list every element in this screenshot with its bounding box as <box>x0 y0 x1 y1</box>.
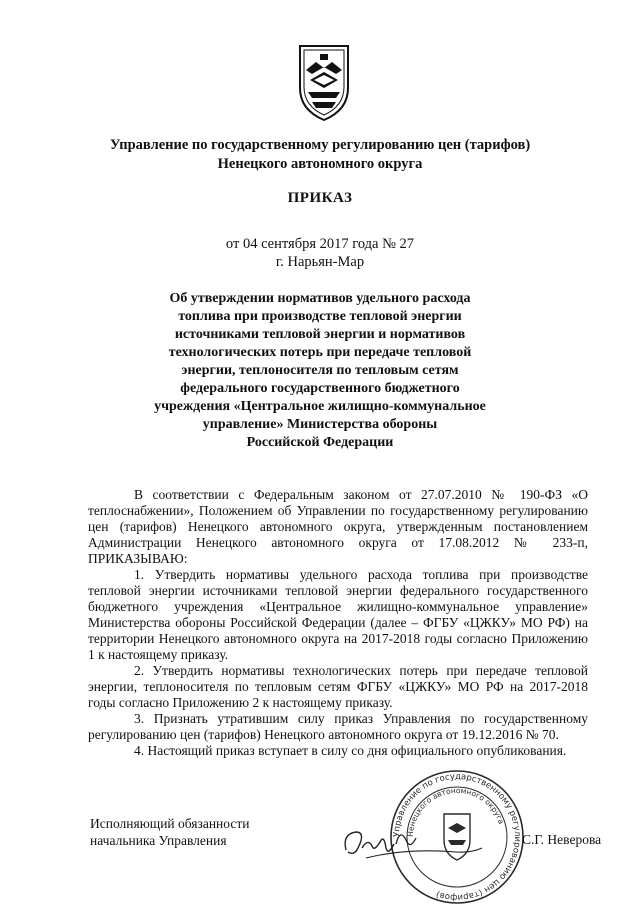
position-line-1: Исполняющий обязанности <box>90 816 250 831</box>
subject-line: технологических потерь при передаче тепловой <box>168 345 472 360</box>
preamble-paragraph: В соответствии с Федеральным законом от 27.07.2010 № 190-ФЗ «О теплоснабжении», Положением об Управлении по государственному регулированию цен (тарифов) Ненецкого автономного округа, утвержденным постановлением Администрации Ненецкого автономного округа от 17.08.2012 № 233-п, ПРИКАЗЫВАЮ: <box>88 487 588 566</box>
subject-line: федерального государственного бюджетного <box>180 381 460 396</box>
authority-line-2: Ненецкого автономного округа <box>217 156 423 172</box>
subject-line: Об утверждении нормативов удельного расхода <box>169 291 471 306</box>
coat-of-arms-icon <box>292 40 356 124</box>
subject-line: учреждения «Центральное жилищно-коммунальное <box>154 399 486 414</box>
position-line-2: начальника Управления <box>90 833 227 848</box>
order-item-2: 2. Утвердить нормативы технологических потерь при передаче тепловой энергии, теплоносителя по тепловым сетям ФГБУ «ЦЖКУ» МО РФ на 2017-2018 годы согласно Приложению 2 к настоящему приказу. <box>88 663 588 710</box>
order-item-3: 3. Признать утратившим силу приказ Управления по государственному регулированию цен (тарифов) Ненецкого автономного округа от 19.12.2016 № 70. <box>88 711 588 742</box>
subject-line: источниками тепловой энергии и нормативов <box>174 327 466 342</box>
order-body <box>88 487 588 759</box>
signatory-name: С.Г. Неверова <box>522 832 602 847</box>
subject-line: топлива при производстве тепловой энергии <box>178 309 462 324</box>
issuing-authority <box>0 136 640 174</box>
document-type: ПРИКАЗ <box>287 190 353 206</box>
subject-line: энергии, теплоносителя по тепловым сетям <box>181 363 459 378</box>
authority-line-1: Управление по государственному регулированию цен (тарифов) <box>109 137 531 153</box>
order-item-1: 1. Утвердить нормативы удельного расхода топлива при производстве тепловой энергии источниками тепловой энергии федерального государственного бюджетного учреждения «Центральное жилищно-коммунальное управление» Министерства обороны Российской Федерации (далее – ФГБУ «ЦЖКУ» МО РФ) на территории Ненецкого автономного округа на 2017-2018 годы согласно Приложению 1 к настоящему приказу. <box>88 567 588 662</box>
subject-line: Российской Федерации <box>246 435 394 450</box>
stamp-outer-text: Управление по государственному регулированию цен (тарифов) <box>391 771 523 903</box>
order-place: г. Нарьян-Мар <box>275 254 365 270</box>
order-subject <box>100 290 540 452</box>
handwritten-signature-icon <box>336 818 486 868</box>
subject-line: управление» Министерства обороны <box>202 417 438 432</box>
order-item-4: 4. Настоящий приказ вступает в силу со дня официального опубликования. <box>134 743 567 758</box>
signatory-position <box>90 815 249 849</box>
stamp-inner-text: Ненецкого автономного округа <box>405 785 506 838</box>
order-date-number: от 04 сентября 2017 года № 27 <box>225 236 415 252</box>
